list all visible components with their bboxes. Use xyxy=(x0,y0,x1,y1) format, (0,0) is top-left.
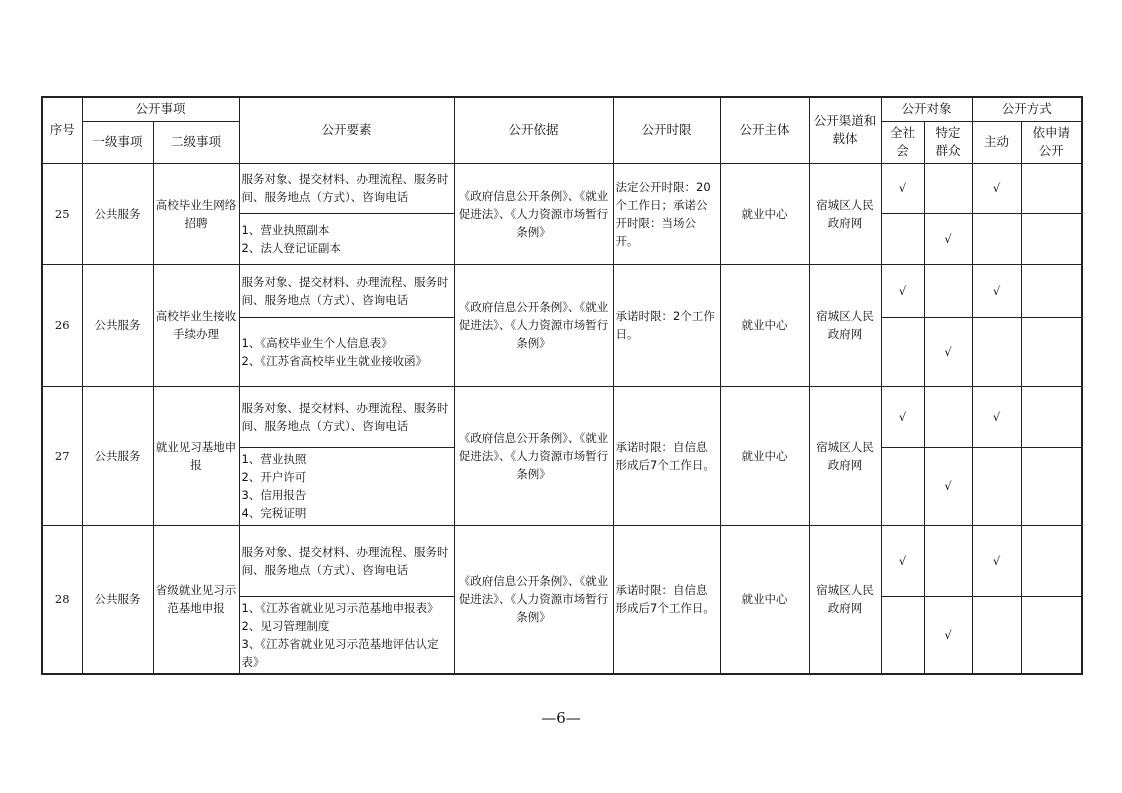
row-seq: 27 xyxy=(42,386,82,525)
header-level2: 二级事项 xyxy=(153,121,239,163)
disclosure-table xyxy=(41,96,1083,675)
row-seq: 28 xyxy=(42,525,82,674)
row-basis: 《政府信息公开条例》、《就业促进法》、《人力资源市场暂行条例》 xyxy=(454,386,613,525)
row-time-limit: 承诺时限：2个工作日。 xyxy=(613,264,720,386)
empty-cell xyxy=(1021,213,1082,264)
header-target-all xyxy=(881,121,924,163)
check-all-general: √ xyxy=(881,525,924,596)
header-target-specific-text: 特定群众 xyxy=(935,125,961,158)
empty-cell xyxy=(924,525,972,596)
header-channel xyxy=(809,97,881,163)
empty-cell xyxy=(1021,264,1082,317)
row-level2: 就业见习基地申报 xyxy=(153,386,239,525)
header-method-request xyxy=(1021,121,1082,163)
row-element-general: 服务对象、提交材料、办理流程、服务时间、服务地点（方式）、咨询电话 xyxy=(239,163,454,213)
row-level1: 公共服务 xyxy=(82,525,153,674)
empty-cell xyxy=(881,596,924,674)
header-target-all-text: 全社会 xyxy=(890,125,916,158)
row-channel: 宿城区人民政府网 xyxy=(809,386,881,525)
check-specific: √ xyxy=(924,213,972,264)
empty-cell xyxy=(1021,447,1082,525)
empty-cell xyxy=(972,213,1021,264)
page-number: —6— xyxy=(541,709,581,727)
table-row xyxy=(42,264,1082,317)
element-item: 3、《江苏省就业见习示范基地评估认定表》 xyxy=(241,636,439,669)
row-level1: 公共服务 xyxy=(82,386,153,525)
row-channel: 宿城区人民政府网 xyxy=(809,163,881,264)
row-element-general: 服务对象、提交材料、办理流程、服务时间、服务地点（方式）、咨询电话 xyxy=(239,386,454,447)
row-level1: 公共服务 xyxy=(82,163,153,264)
row-channel: 宿城区人民政府网 xyxy=(809,525,881,674)
check-all-general: √ xyxy=(881,163,924,213)
row-element-specific xyxy=(239,447,454,525)
row-basis: 《政府信息公开条例》、《就业促进法》、《人力资源市场暂行条例》 xyxy=(454,264,613,386)
header-seq: 序号 xyxy=(42,97,82,163)
element-item: 2、见习管理制度 xyxy=(241,618,330,633)
table-row xyxy=(42,525,1082,596)
row-channel: 宿城区人民政府网 xyxy=(809,264,881,386)
empty-cell xyxy=(1021,596,1082,674)
empty-cell xyxy=(924,264,972,317)
row-element-general: 服务对象、提交材料、办理流程、服务时间、服务地点（方式）、咨询电话 xyxy=(239,525,454,596)
empty-cell xyxy=(1021,317,1082,386)
header-method-active: 主动 xyxy=(972,121,1021,163)
row-level2: 高校毕业生网络招聘 xyxy=(153,163,239,264)
row-time-limit: 承诺时限：自信息形成后7个工作日。 xyxy=(613,525,720,674)
empty-cell xyxy=(924,386,972,447)
empty-cell xyxy=(1021,163,1082,213)
element-item: 1、营业执照副本 xyxy=(241,222,330,237)
row-element-specific xyxy=(239,317,454,386)
header-basis: 公开依据 xyxy=(454,97,613,163)
row-seq: 26 xyxy=(42,264,82,386)
check-all-general: √ xyxy=(881,264,924,317)
row-element-specific xyxy=(239,596,454,674)
row-basis: 《政府信息公开条例》、《就业促进法》、《人力资源市场暂行条例》 xyxy=(454,525,613,674)
row-subject: 就业中心 xyxy=(720,386,809,525)
check-active-general: √ xyxy=(972,525,1021,596)
row-level2: 省级就业见习示范基地申报 xyxy=(153,525,239,674)
empty-cell xyxy=(972,447,1021,525)
row-seq: 25 xyxy=(42,163,82,264)
element-item: 4、完税证明 xyxy=(241,506,307,520)
check-all-general: √ xyxy=(881,386,924,447)
header-subject: 公开主体 xyxy=(720,97,809,163)
empty-cell xyxy=(881,317,924,386)
row-time-limit: 承诺时限：自信息形成后7个工作日。 xyxy=(613,386,720,525)
check-specific: √ xyxy=(924,447,972,525)
row-level1: 公共服务 xyxy=(82,264,153,386)
check-active-general: √ xyxy=(972,264,1021,317)
row-element-specific xyxy=(239,213,454,264)
row-level2: 高校毕业生接收手续办理 xyxy=(153,264,239,386)
row-subject: 就业中心 xyxy=(720,525,809,674)
empty-cell xyxy=(1021,386,1082,447)
header-level1: 一级事项 xyxy=(82,121,153,163)
row-subject: 就业中心 xyxy=(720,264,809,386)
header-item-group: 公开事项 xyxy=(82,97,239,121)
element-item: 1、《高校毕业生个人信息表》 xyxy=(241,335,393,350)
row-time-limit: 法定公开时限：20个工作日；承诺公开时限：当场公开。 xyxy=(613,163,720,264)
empty-cell xyxy=(924,163,972,213)
element-item: 3、信用报告 xyxy=(241,488,307,502)
element-item: 2、法人登记证副本 xyxy=(241,240,341,255)
header-method-request-text: 依申请公开 xyxy=(1032,125,1071,158)
header-target-group: 公开对象 xyxy=(881,97,972,121)
empty-cell xyxy=(972,317,1021,386)
check-active-general: √ xyxy=(972,386,1021,447)
element-item: 1、营业执照 xyxy=(241,452,307,466)
check-active-general: √ xyxy=(972,163,1021,213)
header-channel-text: 公开渠道和载体 xyxy=(813,113,877,147)
table-row xyxy=(42,163,1082,213)
header-time-limit: 公开时限 xyxy=(613,97,720,163)
header-target-specific xyxy=(924,121,972,163)
check-specific: √ xyxy=(924,317,972,386)
row-basis: 《政府信息公开条例》、《就业促进法》、《人力资源市场暂行条例》 xyxy=(454,163,613,264)
row-element-general: 服务对象、提交材料、办理流程、服务时间、服务地点（方式）、咨询电话 xyxy=(239,264,454,317)
empty-cell xyxy=(972,596,1021,674)
element-item: 2、《江苏省高校毕业生就业接收函》 xyxy=(241,353,428,368)
row-subject: 就业中心 xyxy=(720,163,809,264)
element-item: 2、开户许可 xyxy=(241,470,307,484)
check-specific: √ xyxy=(924,596,972,674)
header-elements: 公开要素 xyxy=(239,97,454,163)
header-method-group: 公开方式 xyxy=(972,97,1082,121)
element-item: 1、《江苏省就业见习示范基地申报表》 xyxy=(241,600,439,615)
empty-cell xyxy=(1021,525,1082,596)
empty-cell xyxy=(881,213,924,264)
table-row xyxy=(42,386,1082,447)
empty-cell xyxy=(881,447,924,525)
